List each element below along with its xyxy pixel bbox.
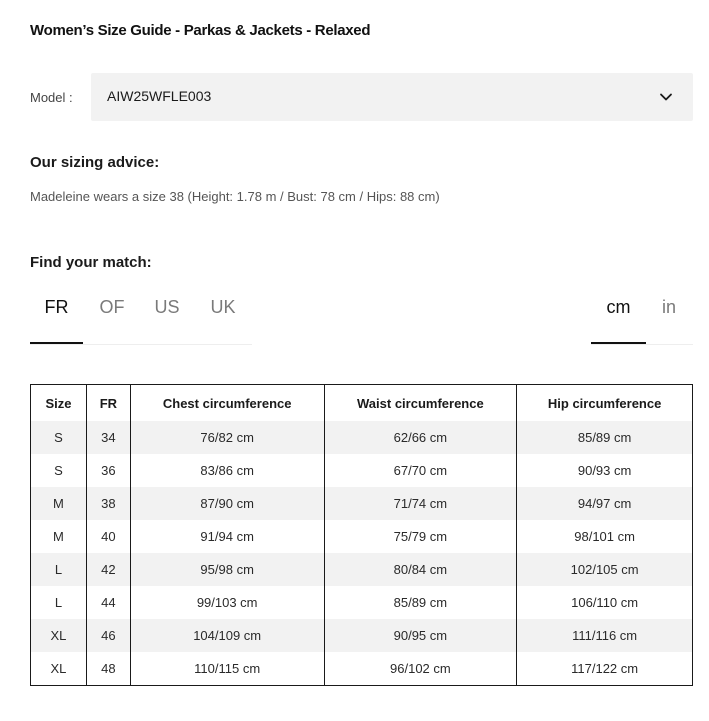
cell-waist: 80/84 cm	[324, 553, 517, 586]
cell-chest: 110/115 cm	[130, 652, 324, 686]
cell-hip: 85/89 cm	[517, 421, 693, 454]
cell-waist: 67/70 cm	[324, 454, 517, 487]
tab-fr[interactable]: FR	[30, 286, 83, 344]
tab-us[interactable]: US	[154, 297, 180, 317]
cell-fr: 40	[86, 520, 130, 553]
model-select-value: AIW25WFLE003	[107, 88, 212, 104]
region-tabs	[30, 286, 252, 345]
unit-tabs	[591, 286, 693, 345]
cell-waist: 62/66 cm	[324, 421, 517, 454]
cell-hip: 90/93 cm	[517, 454, 693, 487]
cell-chest: 99/103 cm	[130, 586, 324, 619]
cell-waist: 85/89 cm	[324, 586, 517, 619]
table-row	[31, 487, 693, 520]
tab-cm[interactable]: cm	[591, 286, 646, 344]
size-table	[30, 384, 693, 686]
cell-hip: 102/105 cm	[517, 553, 693, 586]
cell-chest: 83/86 cm	[130, 454, 324, 487]
tab-of[interactable]: OF	[99, 297, 125, 317]
cell-hip: 106/110 cm	[517, 586, 693, 619]
cell-hip: 98/101 cm	[517, 520, 693, 553]
sizing-advice-text: Madeleine wears a size 38 (Height: 1.78 m / Bust: 78 cm / Hips: 88 cm)	[30, 189, 440, 204]
cell-fr: 46	[86, 619, 130, 652]
cell-size: M	[31, 487, 87, 520]
cell-waist: 71/74 cm	[324, 487, 517, 520]
cell-size: S	[31, 454, 87, 487]
cell-fr: 44	[86, 586, 130, 619]
cell-waist: 90/95 cm	[324, 619, 517, 652]
cell-chest: 95/98 cm	[130, 553, 324, 586]
header-chest: Chest circumference	[130, 385, 324, 422]
table-header-row	[31, 385, 693, 422]
cell-chest: 87/90 cm	[130, 487, 324, 520]
cell-size: S	[31, 421, 87, 454]
cell-size: L	[31, 586, 87, 619]
cell-fr: 38	[86, 487, 130, 520]
cell-fr: 42	[86, 553, 130, 586]
chevron-down-icon	[659, 90, 673, 104]
model-select[interactable]	[91, 73, 693, 121]
cell-chest: 104/109 cm	[130, 619, 324, 652]
tab-uk[interactable]: UK	[210, 297, 236, 317]
cell-size: M	[31, 520, 87, 553]
page-title: Women’s Size Guide - Parkas & Jackets - Relaxed	[30, 22, 371, 39]
cell-size: XL	[31, 619, 87, 652]
cell-size: XL	[31, 652, 87, 686]
cell-chest: 91/94 cm	[130, 520, 324, 553]
cell-waist: 75/79 cm	[324, 520, 517, 553]
cell-chest: 76/82 cm	[130, 421, 324, 454]
cell-hip: 117/122 cm	[517, 652, 693, 686]
cell-fr: 48	[86, 652, 130, 686]
header-hip: Hip circumference	[517, 385, 693, 422]
table-row	[31, 652, 693, 686]
find-match-title: Find your match:	[30, 254, 152, 271]
cell-fr: 36	[86, 454, 130, 487]
header-waist: Waist circumference	[324, 385, 517, 422]
table-row	[31, 553, 693, 586]
table-row	[31, 520, 693, 553]
table-row	[31, 454, 693, 487]
header-size: Size	[31, 385, 87, 422]
cell-fr: 34	[86, 421, 130, 454]
table-row	[31, 619, 693, 652]
cell-hip: 94/97 cm	[517, 487, 693, 520]
cell-hip: 111/116 cm	[517, 619, 693, 652]
model-label: Model :	[30, 90, 73, 105]
tab-in[interactable]: in	[661, 297, 676, 317]
table-row	[31, 586, 693, 619]
sizing-advice-title: Our sizing advice:	[30, 154, 160, 171]
cell-waist: 96/102 cm	[324, 652, 517, 686]
cell-size: L	[31, 553, 87, 586]
table-row	[31, 421, 693, 454]
header-fr: FR	[86, 385, 130, 422]
